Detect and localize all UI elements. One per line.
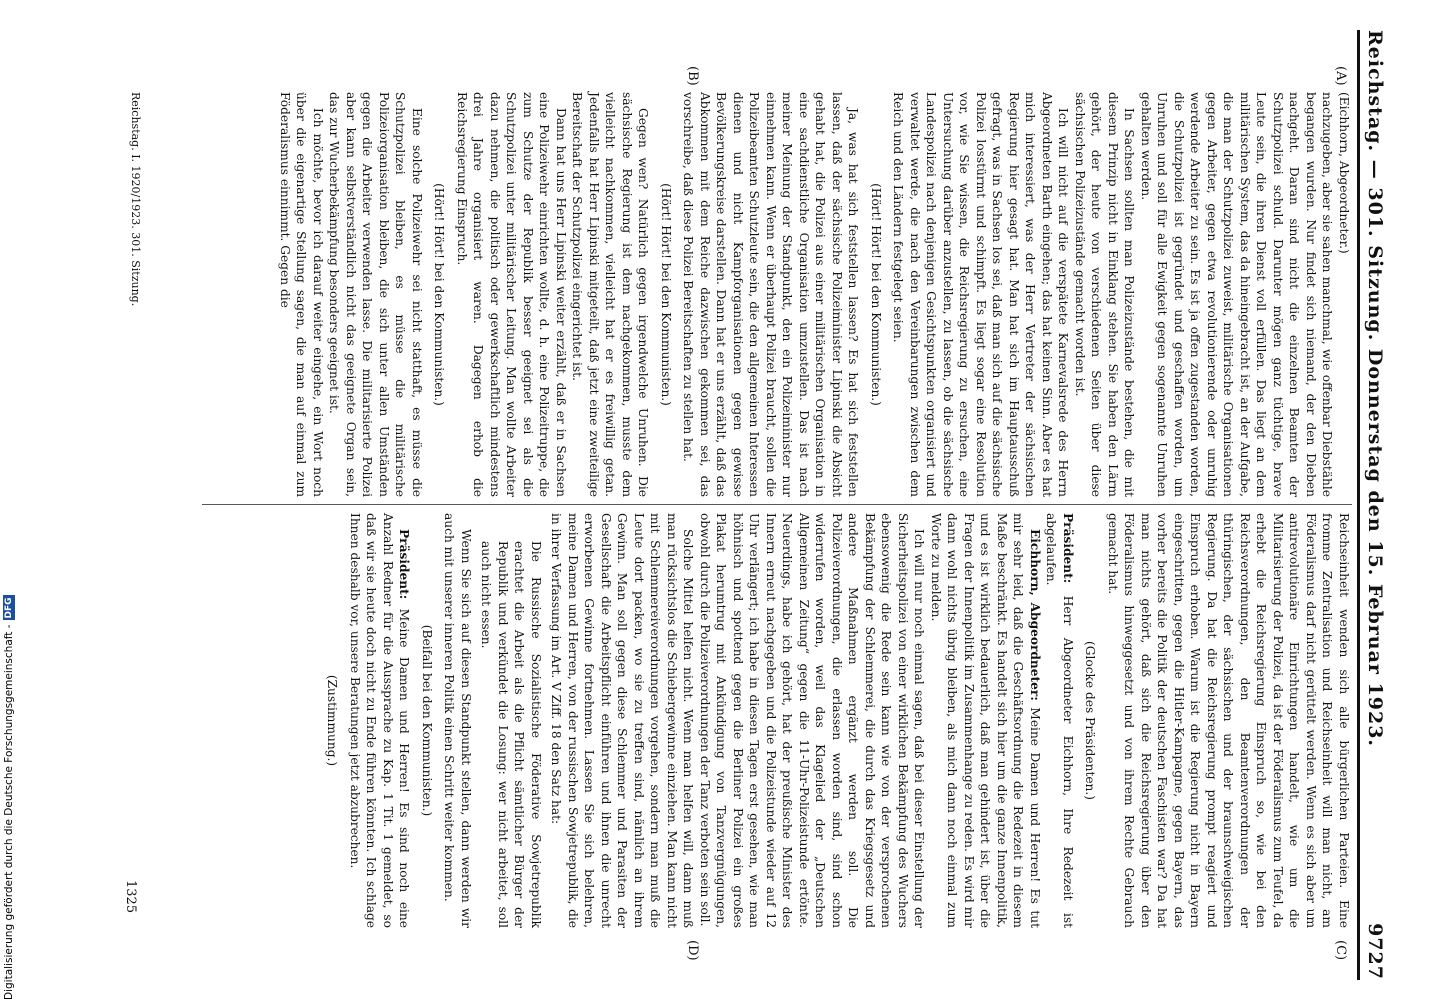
- paragraph: Ja, was hat sich feststellen lassen? Es hat sich feststellen lassen, daß der sächsische Polizeiminister Lipinski die Absicht gehabt hat, die Polizei aus einer militärischen Organisation in eine sachdienstliche Organisation umzustellen. Das ist nach meiner Meinung der Standpunkt, den ein Polizeiminister nur einnehmen kann. Wenn er überhaupt Polizei braucht, sollen die Polizeibeamten Schutzleute sein, die den allgemeinen Interessen dienen und nicht Kampforganisationen gegen gewisse Bevölkerungskreise darstellen. Dann hat er uns erzählt, daß das Abkommen mit dem Reiche dazwischen gekommen sei, das vorschreibe, daß diese Polizei Bereitschaften zu stellen hat.: [681, 92, 861, 497]
- paragraph: Wenn Sie sich auf diesen Standpunkt stellen, dann werden wir auch mit unserer inneren Politik einen Schritt weiter kommen.: [442, 513, 473, 928]
- speaker-name: Präsident:: [1061, 513, 1075, 584]
- column-divider: [202, 504, 1352, 505]
- document-page: [70, 0, 1400, 1000]
- margin-mark-d: (D): [685, 940, 700, 961]
- speaker-name: Präsident:: [397, 529, 412, 600]
- paragraph: Reichseinheit wenden sich alle bürgerlichen Parteien. Eine fromme Zentralisation und Reichseinheit will man nicht, am Föderalismus darf nicht gerüttelt werden. Wenn es sich aber um antirevolutionäre Einrichtungen handelt, wie um die Militarisierung der Polizei, da ist der Föderalismus zum Teufel, da erhebt die Reichsregierung Einspruch so, wie bei den Reichsverordnungen, den Beamtenverordnungen der thüringischen, der sächsischen und der braunschweigischen Regierung. Da hat die Reichsregierung prompt reagiert und Einspruch erhoben. Warum ist die Regierung nicht in Bayern eingeschritten, gegen die Hitler-Kampagne, gegen Bayern, das vorher bereits die Politik der deutschen Faschisten war? Da hat man nichts gehört, daß sich die Reichsregierung über den Föderalismus hinweggesetzt und von ihrem Rechte Gebrauch gemacht hat.: [1106, 513, 1351, 928]
- page-header: [1364, 30, 1394, 980]
- paragraph: Ich will nur noch einmal sagen, daß bei dieser Einstellung der Sicherheitspolizei von einer wirklichen Bekämpfung des Wuchers ebensowenig die Rede sein kann wie von der versprochenen Bekämpfung der Schlemmerei, die durch das Kriegsgesetz und andere Maßnahmen ergänzt werden soll. Die Polizeiverordnungen, die erlassen worden sind, sind schon widerrufen worden, weil das Klagelied der „Deutschen Allgemeinen Zeitung“ gegen die 11-Uhr-Polizeistunde ertönte. Neuerdings, habe ich gehört, hat der preußische Minister des Innern erneut nachgegeben und die Polizeistunde wieder auf 12 Uhr verlängert; ich habe in diesen Tagen erst gesehen, wie man höhnisch und spottend gegen die Berliner Polizei ein großes Plakat herumtrug mit Ankündigung von Tanzvergnügungen, obwohl durch die Polizeiverordnungen der Tanz verboten sein soll.: [698, 513, 927, 928]
- margin-mark-b: (B): [685, 66, 700, 86]
- interjection: (Glocke des Präsidenten.): [1083, 640, 1098, 801]
- footer-session-info: Reichstag. I. 1920/1923. 301. Sitzung.: [129, 92, 142, 307]
- footer-page-number: 1325: [123, 880, 138, 914]
- paragraph: Präsident: Herr Abgeordneter Eichhorn, Ihre Redezeit ist abgelaufen.: [1044, 513, 1075, 928]
- margin-mark-c: (C): [1333, 940, 1348, 961]
- margin-mark-a: (A): [1333, 66, 1348, 86]
- header-title: Reichstag. — 301. Sitzung. Donnerstag den 15. Februar 1923.: [1364, 30, 1386, 748]
- paragraph: In Sachsen sollten man Polizeizustände bestehen, die mit diesem Prinzip nicht in Einklang stehen. Sie haben den Lärm gehört, der heute von verschiedenen Seiten über diese sächsischen Polizeizustände gemacht worden ist.: [1073, 92, 1137, 497]
- interjection: (Hört! Hört! bei den Kommunisten.): [869, 183, 883, 406]
- interjection: (Beifall bei den Kommunisten.): [420, 624, 434, 817]
- speaker-name: Eichhorn, Abgeordneter:: [1028, 529, 1042, 701]
- header-page-number: 9727: [1364, 923, 1386, 980]
- paragraph: Solche Mittel helfen nicht. Wenn man helfen will, dann muß man rücksichtslos die Schiebergewinne einziehen. Man kann nicht mit Schlemmereiverordnungen vorgehen, sondern man muß die Leute dort packen, wo sie zu treffen sind, nämlich an ihrem Gewinn. Man soll gegen diese Schlemmer und Parasiten der Gesellschaft die Arbeitspflicht einführen und ihnen die unrecht erworbenen Gewinne fortnehmen. Lassen Sie sich belehren, meine Damen und Herren, von der russischen Sowjetrepublik, die in ihrer Verfassung im Art. V Ziff. 18 den Satz hat:: [549, 513, 696, 928]
- paragraph: Eine solche Polizeiwehr sei nicht statthaft, es müsse die Schutzpolizei bleiben, es müsse die militärische Polizeiorganisation bleiben, die sich unter allen Umständen gegen die Arbeiter verwenden lasse. Die militarisierte Polizei aber kann selbstverständlich nicht das geeignete Organ sein, das zur Wucherbekämpfung besonders geeignet ist.: [327, 92, 424, 497]
- interjection: (Hört! Hört! bei den Kommunisten.): [432, 183, 447, 406]
- paragraph: Eichhorn, Abgeordneter: Meine Damen und Herren! Es tut mir sehr leid, daß die Geschäftsordnung die Redezeit in diesem Maße beschränkt. Es handelt sich hier um die ganze Innenpolitik, und es ist wirklich bedauerlich, daß man gehindert ist, über die Fragen der Innenpolitik im Zusammenhange zu reden. Es wird mir dann wohl nichts übrig bleiben, als mich dann noch einmal zum Worte zu melden.: [929, 513, 1042, 928]
- paragraph: nachzugeben, aber sie sahen manchmal, wie offenbar Diebstähle begangen wurden. Nur findet sich niemand, der den Dieben nachgeht. Daran sind nicht die einzelnen Beamten der Schutzpolizei schuld. Darunter mögen ganz tüchtige, brave Leute sein, die ihren Dienst voll erfüllen. Das liegt an dem militärischen System, das da hineingebracht ist, an der Aufgabe, die man der Schutzpolizei zuweist, militärische Organisationen gegen Arbeiter, gegen etwa revolutionierende oder unruhig werdende Arbeiter zu sein. Es ist ja offen zugestanden worden, die Schutzpolizei ist gegründet und geschaffen worden, um Unruhen und soll für alle Ewigkeit gegen sogenannte Unruhen gehalten werden.: [1139, 92, 1335, 497]
- interjection: (Hört! Hört! bei den Kommunisten.): [659, 183, 673, 406]
- paragraph: Präsident: Meine Damen und Herren! Es sind noch eine Anzahl Redner für die Aussprache zu Kap. 1 Tit. 1 gemeldet, so daß wir sie heute doch nicht zu Ende führen könnten. Ich schlage Ihnen deshalb vor, unsere Beratungen jetzt abzubrechen.: [348, 513, 412, 928]
- block-quote: Die Russische Sozialistische Föderative Sowjetrepublik erachtet die Arbeit als die Pflicht sämtlicher Bürger der Republik und verkündet die Losung: wer nicht arbeitet, soll auch nicht essen.: [479, 541, 543, 928]
- interjection: (Zustimmung.): [325, 674, 340, 767]
- paragraph: Gegen wen? Natürlich gegen irgendwelche Unruhen. Die sächsische Regierung ist dem nachgekommen, musste dem vielleicht nachkommen, vielleicht hat er es freiwillig getan. Jedenfalls hat Herr Lipinski mitgeteilt, daß jetzt eine zweiteilige Bereitschaft der Schutzpolizei eingerichtet ist.: [570, 92, 651, 497]
- paragraph: Ich will nicht auf die verspätete Karnevalsrede des Herrn Abgeordneten Barth eingehen; das hat keinen Sinn. Aber es hat mich interessiert, was der Herr Vertreter der sächsischen Regierung hier gesagt hat. Man hat sich im Hauptausschuß gefragt, was in Sachsen los sei, daß man sich auf die sächsische Polizei losstürmt und schimpft. Es liegt sogar eine Resolution vor, wie Sie wissen, die Reichsregierung zu ersuchen, eine Untersuchung darüber anzustellen, zu lassen, ob die sächsische Landespolizei nach denjenigen Gesichtspunkten organisiert und verwaltet werde, die nach den Vereinbarungen zwischen dem Reich und den Ländern festgelegt seien.: [891, 92, 1071, 497]
- dfg-logo: DFG: [4, 597, 14, 619]
- digitization-credit: [2, 597, 16, 1000]
- paragraph: Dann hat uns Herr Lipinski weiter erzählt, daß er in Sachsen eine Polizeiwehr einrichten wollte, d. h. eine Polizeitruppe, die zum Schutze der Republik besser geeignet sei als die Schutzpolizei unter militärischer Leitung. Man wollte Arbeiter dazu nehmen, die politisch oder gewerkschaftlich mindestens drei Jahre organisiert waren. Dagegen erhob die Reichsregierung Einspruch.: [455, 92, 568, 497]
- right-text-column: [318, 513, 1352, 928]
- paragraph: Ich möchte, bevor ich darauf weiter eingehe, ein Wort noch über die eigenartige Stellung sagen, die man auf einmal zum Föderalismus einnimmt. Gegen die: [278, 92, 325, 497]
- left-text-column: [277, 92, 1353, 497]
- header-rule: [1357, 30, 1360, 980]
- paragraph: (Eichhorn, Abgeordneter.): [1337, 92, 1351, 254]
- credit-text: Digitalisierung gefördert durch die Deutsche Forschungsgemeinschaft -: [3, 624, 15, 1000]
